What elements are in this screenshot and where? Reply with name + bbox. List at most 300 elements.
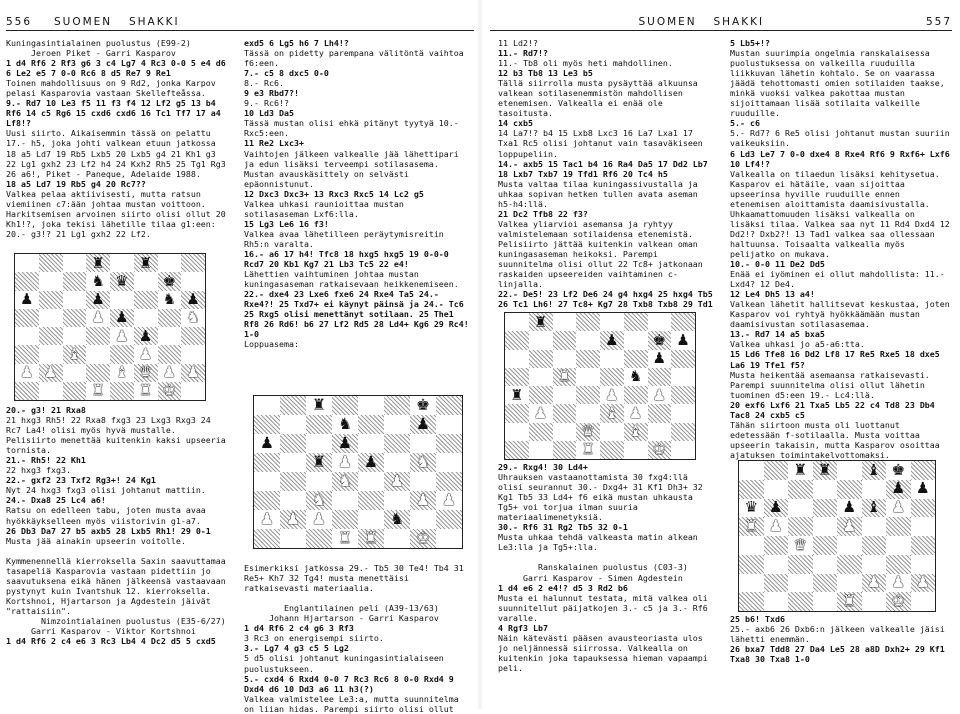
paragraph [244, 553, 472, 563]
board-square [862, 480, 887, 499]
board-square [624, 441, 648, 459]
board-square [436, 472, 462, 491]
paragraph: 24.- Dxa8 25 Lc4 a6! [6, 495, 106, 506]
paragraph: Jeroen Piket - Garri Kasparov [6, 48, 176, 59]
board-square [788, 536, 813, 555]
paragraph: Musta heikentää asemaansa ratkaisevasti. Parempi suunnitelma olisi ollut lähetin tuominen d5:een 19.- Lc4:llä. [730, 369, 935, 400]
paragraph: 25 b6! Txd6 [730, 614, 785, 624]
paragraph: Englantilainen peli (A39-13/63) [244, 603, 439, 614]
board-square [63, 254, 87, 272]
paragraph [498, 552, 716, 562]
board-square [764, 536, 789, 555]
board-square [110, 364, 134, 382]
board-square [862, 517, 887, 536]
white-queen-icon: ♛ [793, 535, 808, 554]
board-square [648, 404, 672, 422]
paragraph: 20 exf6 Lxf6 21 Txa5 Lb5 22 c4 Td8 23 Db4 Tac8 24 cxb5 c5 [730, 399, 940, 420]
white-rook-icon: ♜ [744, 516, 759, 535]
board-square [813, 574, 838, 593]
board-square [886, 480, 911, 499]
paragraph: Nyt 24 hxg3 fxg3 olisi johtanut mattiin. [6, 485, 206, 496]
board-square [886, 555, 911, 574]
board-square [280, 491, 306, 510]
black-king-icon: ♚ [891, 460, 906, 479]
board-square [671, 331, 695, 349]
black-bishop-icon: ♝ [866, 460, 881, 479]
board-square [837, 592, 862, 611]
paragraph: Ranskalainen puolustus (C03-3) [498, 562, 688, 573]
board-square [410, 472, 436, 491]
white-knight-icon: ♞ [312, 490, 326, 509]
board-square [576, 404, 600, 422]
board-square [576, 368, 600, 386]
board-square [158, 364, 182, 382]
board-square [254, 529, 280, 548]
paragraph: 14 cxb5 [498, 118, 533, 129]
board-square [110, 309, 134, 327]
board-square [505, 313, 529, 331]
white-king-icon: ♚ [652, 440, 667, 459]
paragraph: 25.- axb6 26 Dxb6:n jälkeen valkealle jäisi lähetti enemmän. [730, 624, 950, 645]
paragraph: 11.- Rd7!? [498, 48, 548, 59]
board-square [254, 491, 280, 510]
paragraph: Enää ei iyöminen ei ollut mahdollista: 11.- Lxd4? 12 De4. [730, 269, 950, 290]
white-pawn-icon: ♟ [416, 490, 430, 509]
board-square [86, 272, 110, 290]
board-square [181, 254, 205, 272]
paragraph: 3 Rc3 on energisempi siirto. [244, 633, 384, 644]
white-pawn-icon: ♟ [43, 363, 58, 382]
paragraph: 22.- dxe4 23 Lxe6 fxe6 24 Rxe4 Ta5 24.- Rxe4?! 25 Txd7+ ei käynyt päinsä ja 24.- Tc6 25 Rxg5 olisi menettänyt sotilaan. 25 The1 Rf8 26 Rd6! b6 27 Lf2 Rd5 28 Ld4+ Kg6 29 Rc4! 1-0 [244, 289, 474, 340]
board-square [671, 350, 695, 368]
board-square [110, 272, 134, 290]
board-square [648, 331, 672, 349]
board-square [181, 327, 205, 345]
board-square [600, 350, 624, 368]
paragraph: Tällä siirrolla musta pysäyttää alkuunsa valkean sotilasenemmistön mahdollisen etenemisen. Valkealla ei enää ole tasoitusta. [498, 78, 703, 119]
board-square [63, 382, 87, 400]
black-pawn-icon: ♟ [20, 290, 34, 309]
board-square [911, 517, 936, 536]
board-square [39, 364, 63, 382]
white-rook-icon: ♜ [581, 440, 595, 459]
board-square [648, 386, 672, 404]
board-square [158, 291, 182, 309]
paragraph: 12 Le4 Dh5 13 a4! [730, 289, 815, 300]
board-square [813, 517, 838, 536]
right-head-word-2: SHAKKI [713, 16, 765, 28]
white-bishop-icon: ♝ [67, 344, 82, 363]
board-square [624, 350, 648, 368]
board-square [63, 272, 87, 290]
board-square [158, 345, 182, 363]
board-square [86, 364, 110, 382]
left-page-number: 556 [6, 16, 33, 28]
board-square [15, 291, 39, 309]
board-square [110, 254, 134, 272]
board-square [862, 499, 887, 518]
board-square [181, 345, 205, 363]
board-square [600, 313, 624, 331]
white-pawn-icon: ♟ [91, 308, 105, 327]
board-square [624, 404, 648, 422]
board-square [158, 382, 182, 400]
paragraph: 15 Lg3 Le6 16 f3! [244, 218, 329, 229]
black-king-icon: ♚ [416, 395, 430, 414]
paragraph: Uhrauksen vastaanottamista 30 fxg4:llä olisi seurannut 30.- Dxg4+ 31 Kf1 Dh3+ 32 Kg1 Tb5 33 Ld4+ f6 eikä mustan uhkausta Tg5+ voi torjua ilman suuria materiaalimenetyksiä. [498, 472, 708, 523]
paragraph [6, 546, 230, 556]
board-square [648, 441, 672, 459]
white-queen-icon: ♛ [138, 363, 153, 382]
right-page-number: 557 [925, 16, 952, 28]
board-square [384, 453, 410, 472]
white-rook-icon: ♜ [557, 367, 572, 386]
board-square [63, 327, 87, 345]
board-square [254, 453, 280, 472]
board-square [648, 423, 672, 441]
paragraph: 1 d4 Rf6 2 c4 g6 3 Rf3 [244, 623, 354, 634]
board-square [410, 529, 436, 548]
board-square [86, 345, 110, 363]
board-square [306, 396, 332, 415]
right-column-2-continued [730, 614, 954, 705]
paragraph: 22.- gxf2 23 Txf2 Rg3+! 24 Kg1 [6, 475, 156, 486]
paragraph: Valkea uhkasi jo a5-a6:tta. [730, 339, 865, 350]
board-square [739, 592, 764, 611]
paragraph: 12 b3 Tb8 13 Le3 b5 [498, 68, 593, 79]
paragraph: 5.- cxd4 6 Rxd4 0-0 7 Rc3 Rc6 8 0-0 Rxd4 9 Dxd4 d6 10 Dd3 a6 11 h3(?) [244, 673, 459, 694]
white-pawn-icon: ♟ [186, 363, 200, 382]
board-square [254, 434, 280, 453]
board-square [384, 415, 410, 434]
paragraph: 30.- Rf6 31 Rg2 Tb5 32 0-1 [498, 522, 628, 533]
chess-diagram-2 [253, 395, 463, 549]
board-square [358, 396, 384, 415]
black-pawn-icon: ♟ [768, 498, 783, 517]
paragraph: 26 Db3 Da7 27 b5 axb5 28 Lxb5 Rh1! 29 0-1 [6, 525, 211, 536]
board-square [332, 529, 358, 548]
white-king-icon: ♚ [416, 528, 430, 547]
right-head-rule [490, 30, 952, 31]
black-pawn-icon: ♟ [338, 433, 352, 452]
black-pawn-icon: ♟ [652, 349, 667, 368]
board-square [436, 396, 462, 415]
board-square [886, 517, 911, 536]
white-pawn-icon: ♟ [162, 363, 177, 382]
black-rook-icon: ♜ [312, 452, 326, 471]
black-rook-icon: ♜ [91, 253, 105, 272]
board-square [553, 423, 577, 441]
board-square [39, 309, 63, 327]
board-square [63, 364, 87, 382]
board-square [63, 345, 87, 363]
black-queen-icon: ♛ [744, 498, 759, 517]
black-pawn-icon: ♟ [842, 498, 857, 517]
paragraph: 21.- Rh5! 22 Kh1 [6, 455, 86, 466]
paragraph: Musta ei halunnut testata, mitä valkea oli suunnitellut päijatkojen 3.- c5 ja 3.- Rf6 varalle. [498, 592, 713, 623]
paragraph: 18 a5 Ld7 19 Rb5 g4 20 Rc7?? [6, 178, 146, 189]
white-pawn-icon: ♟ [260, 509, 274, 528]
board-square [39, 272, 63, 290]
board-square [739, 461, 764, 480]
paragraph: 1 d4 e6 2 e4!? d5 3 Rd2 b6 [498, 582, 628, 593]
board-square [39, 291, 63, 309]
paragraph: 5 Lb5+!? [730, 38, 770, 48]
board-square [306, 491, 332, 510]
white-pawn-icon: ♟ [628, 403, 643, 422]
board-square [158, 272, 182, 290]
board-square [624, 368, 648, 386]
left-head-rule [6, 30, 474, 31]
black-king-icon: ♚ [162, 271, 177, 290]
board-square [553, 331, 577, 349]
board-square [332, 510, 358, 529]
board-square [436, 434, 462, 453]
board-square [358, 415, 384, 434]
paragraph: 5.- c6 [730, 118, 760, 129]
paragraph: Valkea avaa lähetilleen peräytymisreitin Rh5:n varalta. [244, 228, 449, 249]
board-square [576, 350, 600, 368]
board-square [110, 345, 134, 363]
board-square [505, 368, 529, 386]
board-square [600, 368, 624, 386]
white-pawn-icon: ♟ [652, 385, 667, 404]
black-pawn-icon: ♟ [364, 452, 378, 471]
paragraph: Kymmenennellä kierroksella Saxin saavuttamaa tasapeliä Kasparovia vastaan pidettiin jo saavutuksena eikä hänen jälkeensä vastaavaan pystynyt kuin Ivantshuk 12. kierroksella. Kortshnoi, Hjartarson ja Agdestein jäivät "rattaisiin". [6, 555, 231, 616]
board-square [384, 472, 410, 491]
black-pawn-icon: ♟ [260, 433, 274, 452]
board-square [280, 510, 306, 529]
paragraph: 11 Re2 Lxc3+ [244, 138, 304, 149]
right-head-word-1: SUOMEN [638, 16, 697, 28]
board-square [332, 434, 358, 453]
paragraph: 10 Ld3 Da5 [244, 108, 294, 119]
board-square [837, 517, 862, 536]
board-square [15, 345, 39, 363]
white-pawn-icon: ♟ [115, 326, 129, 345]
board-square [436, 491, 462, 510]
board-square [15, 254, 39, 272]
paragraph: 9.- Rc6!? [244, 98, 289, 109]
white-king-icon: ♚ [162, 381, 177, 400]
paragraph: Garri Kasparov - Viktor Kortshnoi [6, 626, 196, 637]
board-square [671, 386, 695, 404]
board-square [788, 592, 813, 611]
board-square [86, 382, 110, 400]
white-pawn-icon: ♟ [842, 516, 857, 535]
board-square [332, 415, 358, 434]
board-square [181, 364, 205, 382]
black-rook-icon: ♜ [312, 395, 326, 414]
board-square [158, 309, 182, 327]
black-pawn-icon: ♟ [416, 414, 430, 433]
black-knight-icon: ♞ [390, 509, 404, 528]
black-pawn-icon: ♟ [115, 308, 129, 327]
right-column-1-continued [498, 462, 716, 705]
board-square [529, 350, 553, 368]
paragraph: 8.- Rc6. [244, 78, 284, 89]
board-square [600, 331, 624, 349]
white-pawn-icon: ♟ [312, 509, 326, 528]
board-square [862, 536, 887, 555]
board-square [862, 555, 887, 574]
board-square [529, 368, 553, 386]
board-square [886, 592, 911, 611]
black-rook-icon: ♜ [793, 460, 808, 479]
board-square [505, 441, 529, 459]
board-square [280, 415, 306, 434]
paragraph: 22 hxg3 fxg3. [6, 465, 71, 476]
board-square [553, 368, 577, 386]
paragraph: 6 Ld3 Le7 7 0-0 dxe4 8 Rxe4 Rf6 9 Rxf6+ Lxf6 10 Lf4!? [730, 148, 955, 169]
board-square [15, 327, 39, 345]
white-knight-icon: ♞ [186, 308, 200, 327]
black-bishop-icon: ♝ [866, 498, 881, 517]
board-square [788, 461, 813, 480]
board-square [529, 404, 553, 422]
paragraph: 14.- axb5 15 Tac1 b4 16 Ra4 Da5 17 Dd2 Lb7 18 Lxb7 Txb7 19 Tfd1 Rf6 20 Tc4 h5 [498, 158, 713, 179]
board-square [306, 415, 332, 434]
paragraph: Valkea uhkasi raunioittaa mustan sotilasaseman Lxf6:lla. [244, 198, 409, 219]
board-square [788, 499, 813, 518]
board-square [600, 423, 624, 441]
white-pawn-icon: ♟ [390, 471, 404, 490]
board-square [505, 404, 529, 422]
board-square [15, 382, 39, 400]
white-bishop-icon: ♝ [115, 363, 129, 382]
black-knight-icon: ♞ [91, 271, 105, 290]
board-square [600, 404, 624, 422]
board-square [813, 499, 838, 518]
board-square [764, 592, 789, 611]
board-square [671, 313, 695, 331]
white-bishop-icon: ♝ [628, 422, 643, 441]
board-square [764, 461, 789, 480]
black-pawn-icon: ♟ [91, 290, 105, 309]
white-bishop-icon: ♝ [605, 403, 619, 422]
black-rook-icon: ♜ [138, 253, 153, 272]
board-square [158, 327, 182, 345]
board-square [813, 536, 838, 555]
black-pawn-icon: ♟ [138, 326, 153, 345]
right-column-2 [730, 38, 955, 460]
board-square [410, 510, 436, 529]
board-square [280, 453, 306, 472]
board-square [739, 517, 764, 536]
black-king-icon: ♚ [652, 330, 667, 349]
white-pawn-icon: ♟ [605, 385, 619, 404]
board-square [813, 480, 838, 499]
paragraph: Valkea pelaa aktiivisesti, mutta ratsun viemiinen c7:ään johtaa mustan voittoon. Harkitsemisen arvoinen siirto olisi ollut 20 Kh1!?, joka tekisi lähetille tilaa g1:een: 20.- g3!? 21 Lg1 gxh2 22 Lf2. [6, 188, 231, 239]
white-knight-icon: ♞ [338, 471, 352, 490]
left-running-head [6, 14, 474, 30]
board-square [911, 555, 936, 574]
paragraph: 10.- 0-0 11 De2 Dd5 [730, 259, 825, 270]
board-square [576, 313, 600, 331]
white-rook-icon: ♜ [138, 381, 153, 400]
board-square [410, 434, 436, 453]
board-square [181, 272, 205, 290]
paragraph: Näin kätevästi pääsen avausteoriasta ulos jo neljännessä siirrossa. Valkealla on kuitenkin joka tapauksessa hieman vapaampi peli. [498, 632, 713, 673]
board-square [358, 491, 384, 510]
white-pawn-icon: ♟ [20, 363, 34, 382]
paragraph: Toinen mahdollisuus on 9 Rd2, jonka Karpov pelasi Kasparovia vastaan Skellefteåssa. [6, 78, 221, 99]
paragraph: Mustan suurimpia ongelmia ranskalaisessa puolustuksessa on valkeilla ruuduilla liikkuvan lähetin kohtalo. Se on vaarassa jäädä tehottomasti omien sotilaiden taakse, minkä vuoksi valkea pakottaa mustan sijoittamaan lisää sotilaita valkeille ruuduille. [730, 48, 950, 119]
board-square [39, 382, 63, 400]
board-square [911, 461, 936, 480]
paragraph: Ratsu on edelleen tabu, joten musta avaa hyökkäykselleen myös viistorivin g1-a7. [6, 505, 211, 526]
paragraph: 22.- De5! 23 Lf2 De6 24 g4 hxg4 25 hxg4 Tb5 26 Tc1 Lh6! 27 Tc8+ Kg7 28 Txb8 Txb8 29 Td1 [498, 289, 718, 310]
board-square [553, 350, 577, 368]
board-square [384, 396, 410, 415]
board-square [671, 441, 695, 459]
white-rook-icon: ♜ [364, 528, 378, 547]
board-square [529, 441, 553, 459]
paragraph: Garri Kasparov - Simen Agdestein [498, 572, 683, 583]
board-square [254, 415, 280, 434]
black-knight-icon: ♞ [628, 367, 643, 386]
left-column-2 [244, 38, 472, 386]
paragraph: Valkean lähetit hallitsevat keskustaa, joten Kasparov voi ryhtyä hyökkäämään mustan daamisivustan sotilasasemaa. [730, 299, 955, 330]
paragraph: Loppuasema: [244, 339, 299, 350]
left-head-word-1: SUOMEN [54, 16, 113, 28]
board-square [837, 536, 862, 555]
board-square [39, 345, 63, 363]
paragraph: 7.- c5 8 dxc5 0-0 [244, 68, 329, 79]
board-square [911, 574, 936, 593]
board-square [576, 441, 600, 459]
paragraph: 29.- Rxg4! 30 Ld4+ [498, 462, 588, 472]
board-square [764, 517, 789, 536]
black-queen-icon: ♛ [115, 271, 129, 290]
board-square [280, 529, 306, 548]
board-square [505, 350, 529, 368]
paragraph: Vaihtojen jälkeen valkealle jää lähettipari ja edun lisäksi terveempi sotilasasema. Mustan avauskäsittely on selvästi epäonnistunut. [244, 148, 464, 189]
board-square [134, 327, 158, 345]
white-pawn-icon: ♟ [286, 509, 300, 528]
board-square [181, 382, 205, 400]
board-square [134, 364, 158, 382]
black-pawn-icon: ♟ [605, 330, 619, 349]
board-square [39, 254, 63, 272]
board-square [436, 529, 462, 548]
paragraph: Tässä on pidetty parempana välitöntä vaihtoa f6:een. [244, 48, 469, 69]
paragraph: 14 La7!? b4 15 Lxb8 Lxc3 16 La7 Lxa1 17 Txa1 Rc5 olisi johtanut vain tasaväkiseen loppupeliin. [498, 128, 708, 159]
board-square [837, 480, 862, 499]
board-square [110, 382, 134, 400]
paragraph: 21 Dc2 Tfb8 22 f3? [498, 208, 588, 219]
board-square [837, 461, 862, 480]
white-pawn-icon: ♟ [533, 403, 548, 422]
board-square [358, 472, 384, 491]
paragraph: 11.- Tb8 oli myös heti mahdollinen. [498, 58, 673, 69]
white-pawn-icon: ♟ [442, 490, 456, 509]
black-pawn-icon: ♟ [186, 290, 200, 309]
chess-diagram-3 [504, 312, 696, 460]
black-knight-icon: ♞ [338, 414, 352, 433]
paragraph: 1 d4 Rf6 2 c4 e6 3 Rc3 Lb4 4 Dc2 d5 5 cxd5 [6, 636, 216, 647]
board-square [739, 555, 764, 574]
board-square [358, 529, 384, 548]
white-rook-icon: ♜ [842, 591, 857, 610]
white-pawn-icon: ♟ [338, 452, 352, 471]
board-square [280, 472, 306, 491]
board-square [410, 453, 436, 472]
board-square [671, 368, 695, 386]
board-square [306, 434, 332, 453]
board-square [110, 291, 134, 309]
board-square [280, 396, 306, 415]
